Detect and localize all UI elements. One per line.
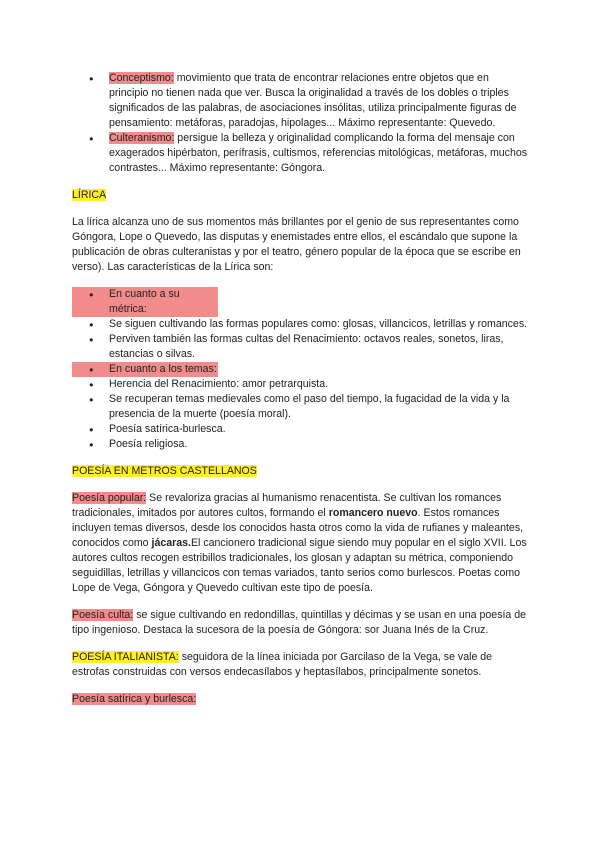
jacaras-bold: jácaras. xyxy=(151,537,191,549)
list-item: ● Herencia del Renacimiento: amor petrarquista. xyxy=(72,377,528,392)
lirica-paragraph: La lírica alcanza uno de sus momentos más brillantes por el genio de sus representantes como Góngora, Lope o Quevedo, las disputas y enemistades entre ellos, el escándalo que supone la publicación de obras culteranistas y por el teatro, género popular de la época que se escribe en verso). Las características de la Lírica son: xyxy=(72,216,521,273)
lirica-bullet-list xyxy=(72,287,528,452)
list-item-metrica-header: ● En cuanto a su métrica: xyxy=(72,287,218,317)
poesia-popular-label: Poesía popular: xyxy=(72,492,147,504)
lirica-heading: LÍRICA xyxy=(72,189,107,201)
italianista-paragraph xyxy=(72,650,528,680)
satirica-paragraph xyxy=(72,692,528,707)
document-body xyxy=(72,71,528,707)
list-item: ● Perviven también las formas cultas del Renacimiento: octavos reales, sonetos, liras, estancias o silvas. xyxy=(72,332,528,362)
list-item-culteranismo xyxy=(72,131,528,176)
culteranismo-text: persigue la belleza y originalidad complicando la forma del mensaje con exagerados hipérbaton, perífrasis, cultismos, referencias mitológicas, metáforas, muchos contrastes... Máximo representante: Góngora. xyxy=(109,132,528,174)
conceptismo-text: movimiento que trata de encontrar relaciones entre objetos que en principio no tienen nada que ver. Busca la originalidad a través de los dobles o triples significados de las palabras, de asociaciones insólitas, utiliza principalmente figuras de pensamiento: metáforas, paradojas, hipolages... Máximo representante: Quevedo. xyxy=(109,72,517,129)
castellanos-heading: POESÍA EN METROS CASTELLANOS xyxy=(72,465,257,477)
satirica-label: Poesía satírica y burlesca: xyxy=(72,693,197,705)
popular-text-2: . Estos romances incluyen temas diversos, desde los conocidos hasta otros como la vida de rufianes y maleantes, conocidos como xyxy=(72,507,524,549)
popular-text-1: Se revaloriza gracias al humanismo renacentista. Se cultivan los romances tradicionales, imitados por autores cultos, formando el xyxy=(72,492,502,519)
poesia-popular-paragraph xyxy=(72,491,528,596)
list-item: ● Se siguen cultivando las formas populares como: glosas, villancicos, letrillas y romances. xyxy=(72,317,528,332)
poesia-culta-paragraph xyxy=(72,608,528,638)
list-item: ● Poesía religiosa. xyxy=(72,437,528,452)
list-item-temas-header: ● En cuanto a los temas: xyxy=(72,362,218,377)
italianista-label: POESÍA ITALIANISTA: xyxy=(72,651,179,663)
intro-bullet-list xyxy=(72,71,528,176)
culta-text: se sigue cultivando en redondillas, quintillas y décimas y se usan en una poesía de tipo ingenioso. Destaca la sucesora de la poesía de Góngora: sor Juana Inés de la Cruz. xyxy=(72,609,527,636)
list-item: ● Se recuperan temas medievales como el paso del tiempo, la fugacidad de la vida y la presencia de la muerte (poesía moral). xyxy=(72,392,528,422)
poesia-culta-label: Poesía culta: xyxy=(72,609,134,621)
italianista-text: seguidora de la línea iniciada por Garcilaso de la Vega, se vale de estrofas construidas con versos endecasílabos y heptasílabos, principalmente sonetos. xyxy=(72,651,493,678)
popular-text-3: El cancionero tradicional sigue siendo muy popular en el siglo XVII. Los autores cultos recogen estribillos tradicionales, los glosan y adaptan su métrica, componiendo seguidillas, letrillas y villancicos con temas variados, tanto serios como burlescos. Poetas como Lope de Vega, Góngora y Quevedo cultivan este tipo de poesía. xyxy=(72,537,527,594)
list-item: ● Poesía satírica-burlesca. xyxy=(72,422,528,437)
romancero-nuevo-bold: romancero nuevo xyxy=(328,507,418,519)
list-item-conceptismo xyxy=(72,71,528,131)
term-culteranismo: Culteranismo: xyxy=(109,132,175,144)
term-conceptismo: Conceptismo: xyxy=(109,72,174,84)
